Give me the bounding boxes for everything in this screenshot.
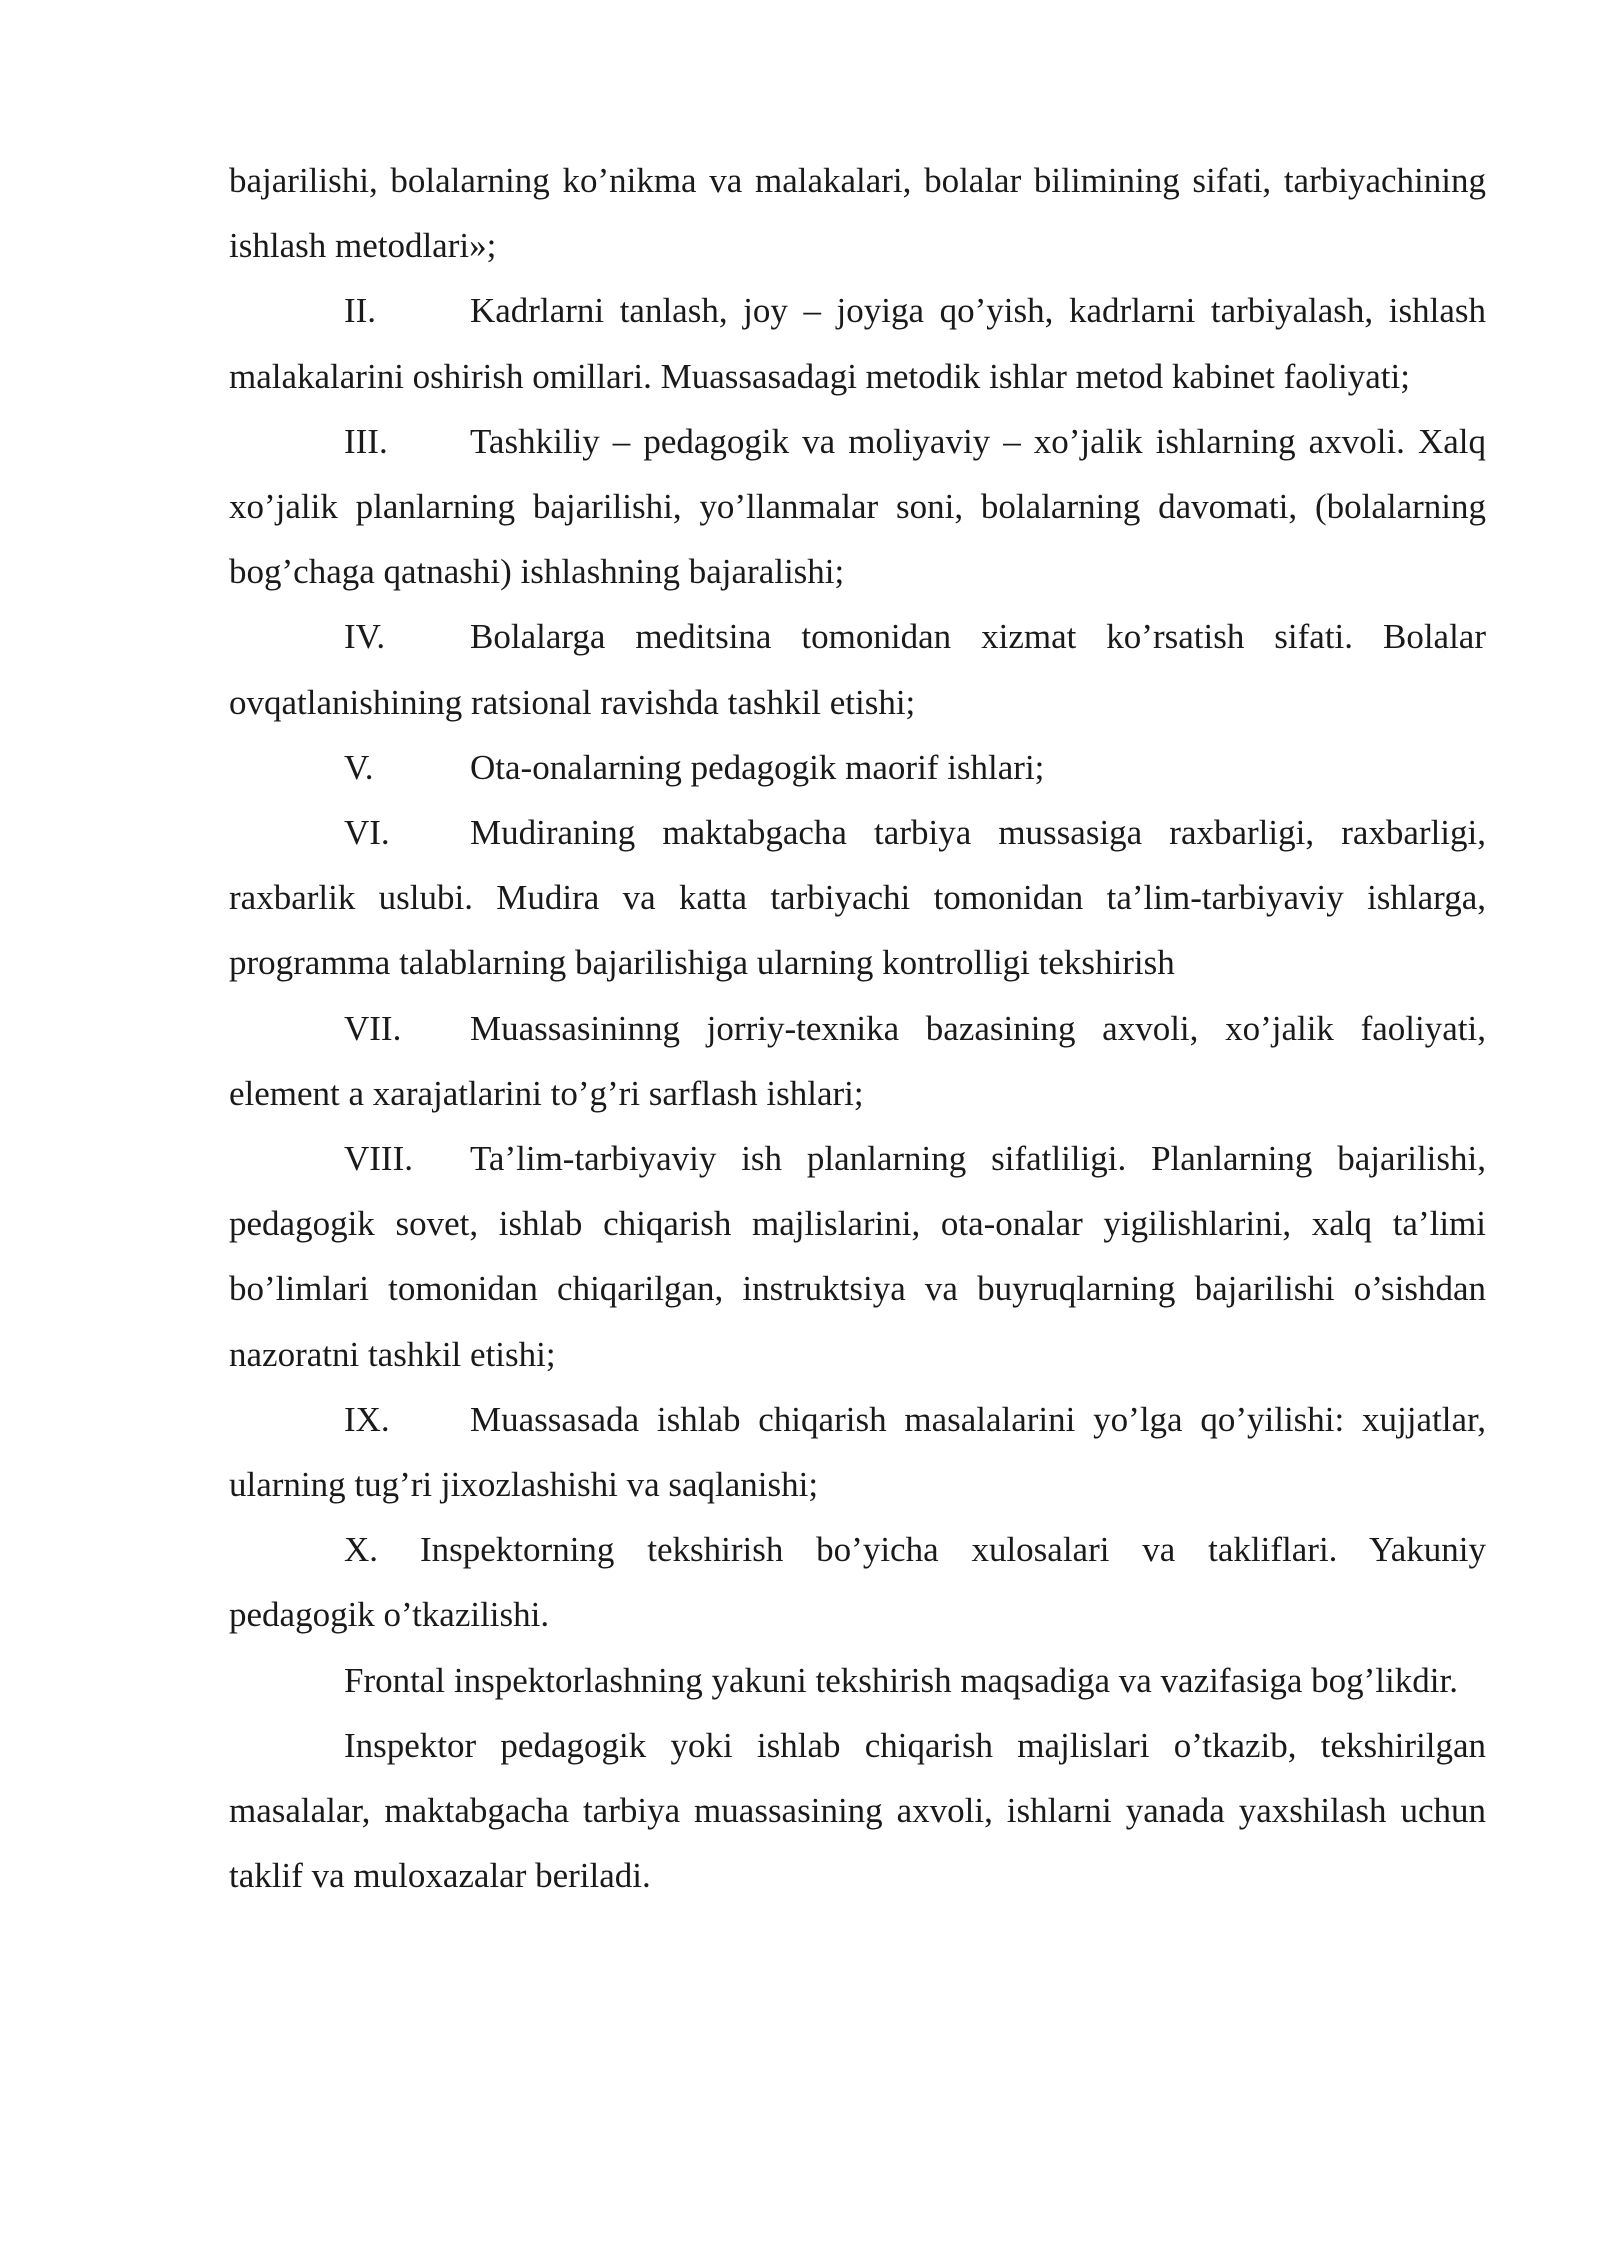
- list-item-text: Mudiraning maktabgacha tarbiya mussasiga raxbarligi, raxbarligi, raxbarlik uslubi. Mudira va katta tarbiyachi tomonidan ta’lim-tarbiyaviy ishlarga, programma talablarning bajarilishiga ularning kontrolligi tekshirish: [229, 813, 1486, 983]
- list-item-7: [229, 996, 1486, 1126]
- list-item-text: Tashkiliy – pedagogik va moliyaviy – xo’jalik ishlarning axvoli. Xalq xo’jalik planlarning bajarilishi, yo’llanmalar soni, bolalarning davomati, (bolalarning bog’chaga qatnashi) ishlashning bajaralishi;: [229, 421, 1486, 592]
- list-number: IV.: [344, 617, 386, 657]
- list-item-6: [229, 800, 1486, 996]
- paragraph-frontal: Frontal inspektorlashning yakuni tekshirish maqsadiga va vazifasiga bog’likdir.: [344, 1660, 1458, 1700]
- list-number: III.: [344, 421, 388, 461]
- list-number: V.: [344, 747, 374, 787]
- list-item-text: Ta’lim-tarbiyaviy ish planlarning sifatliligi. Planlarning bajarilishi, pedagogik sovet, ishlab chiqarish majlislarini, ota-onalar yigilishlarini, xalq ta’limi bo’limlari tomonidan chiqarilgan, instruktsiya va buyruqlarning bajarilishi o’sishdan nazoratni tashkil etishi;: [229, 1139, 1486, 1374]
- list-item-5: [229, 735, 1486, 800]
- list-item-8: [229, 1126, 1486, 1387]
- list-number: II.: [344, 291, 377, 331]
- list-item-text: Kadrlarni tanlash, joy – joyiga qo’yish, kadrlarni tarbiyalash, ishlash malakalarini oshirish omillari. Muassasadagi metodik ishlar metod kabinet faoliyati;: [229, 291, 1486, 396]
- document-body: [229, 148, 1486, 1908]
- list-number: VIII.: [344, 1139, 413, 1179]
- list-item-10: [229, 1517, 1486, 1647]
- list-item-9: [229, 1387, 1486, 1517]
- list-item-text: Ota-onalarning pedagogik maorif ishlari;: [470, 747, 1045, 787]
- list-item-4: [229, 604, 1486, 734]
- list-number: IX.: [344, 1399, 390, 1439]
- list-item-text: Muassasada ishlab chiqarish masalalarini yo’lga qo’yilishi: xujjatlar, ularning tug’ri jixozlashishi va saqlanishi;: [229, 1399, 1486, 1505]
- paragraph-continuation: bajarilishi, bolalarning ko’nikma va malakalari, bolalar bilimining sifati, tarbiyachining ishlash metodlari»;: [229, 161, 1486, 266]
- list-item-text: Muassasininng jorriy-texnika bazasining axvoli, xo’jalik faoliyati, element a xarajatlarini to’g’ri sarflash ishlari;: [229, 1008, 1486, 1113]
- list-number: X.: [344, 1530, 379, 1570]
- list-item-text: Inspektorning tekshirish bo’yicha xulosalari va takliflari. Yakuniy pedagogik o’tkazilishi.: [229, 1530, 1486, 1635]
- list-number: VII.: [344, 1008, 402, 1048]
- list-item-text: Bolalarga meditsina tomonidan xizmat ko’rsatish sifati. Bolalar ovqatlanishining ratsional ravishda tashkil etishi;: [229, 617, 1486, 722]
- list-number: VI.: [344, 813, 390, 853]
- list-item-2: [229, 278, 1486, 408]
- paragraph-inspector: Inspektor pedagogik yoki ishlab chiqarish majlislari o’tkazib, tekshirilgan masalalar, maktabgacha tarbiya muassasining axvoli, ishlarni yanada yaxshilash uchun taklif va muloxazalar beriladi.: [229, 1725, 1486, 1896]
- list-item-3: [229, 409, 1486, 605]
